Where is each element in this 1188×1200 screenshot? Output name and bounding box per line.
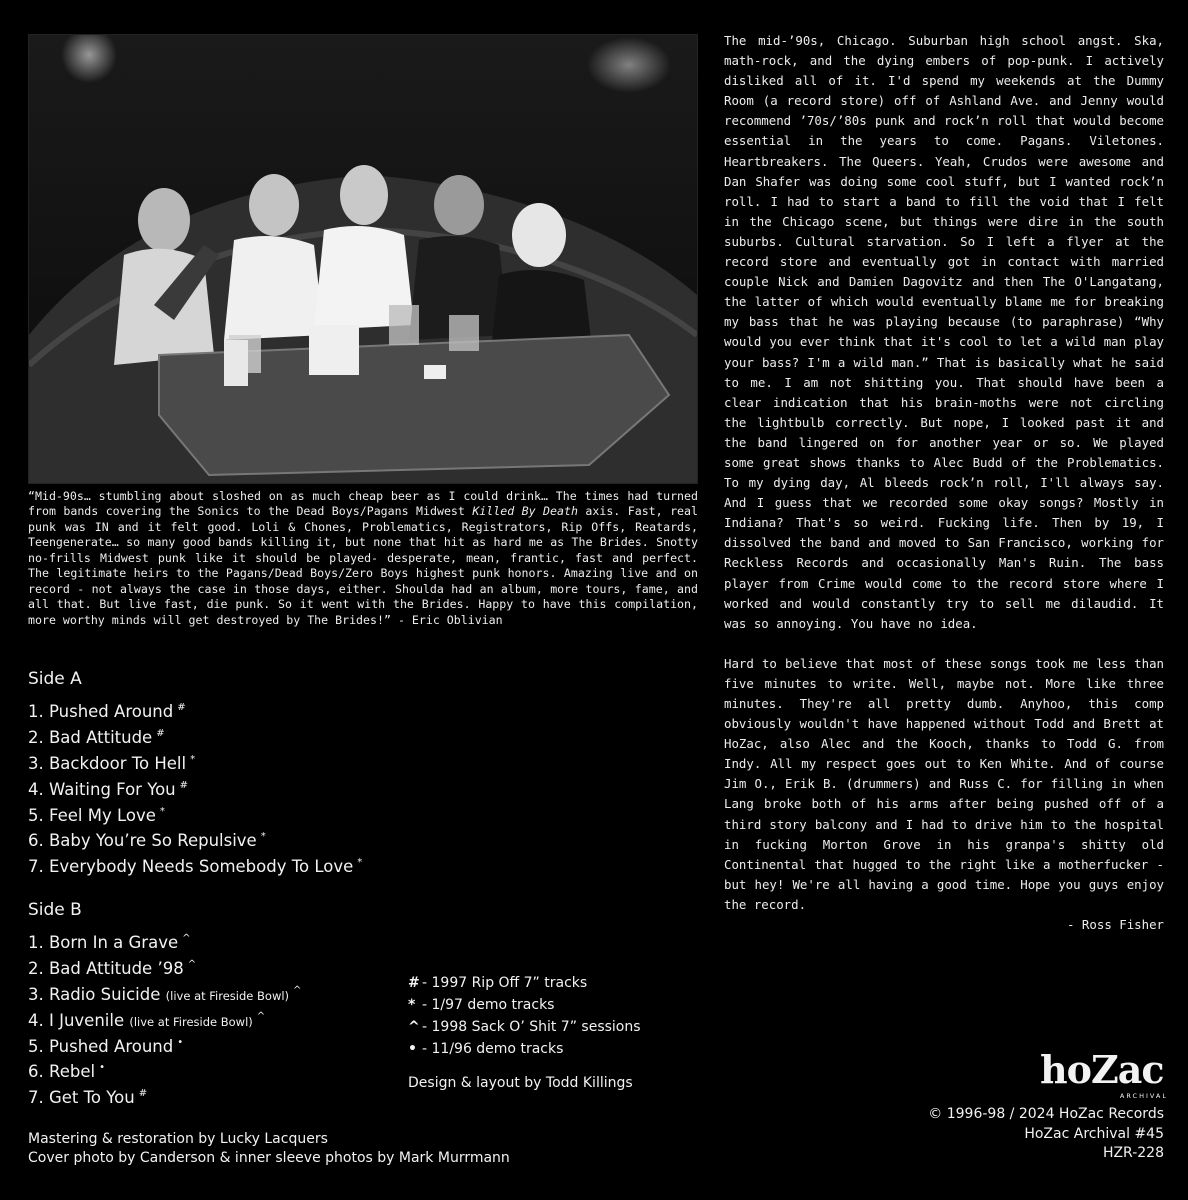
track-item: 4. I Juvenile (live at Fireside Bowl) ^ [28,1010,266,1030]
photo-credit: Cover photo by Canderson & inner sleeve photos by Mark Murrmann [28,1150,510,1166]
track-item: 3. Radio Suicide (live at Fireside Bowl) ^ [28,984,302,1004]
liner-notes-paragraph-1: The mid-’90s, Chicago. Suburban high school angst. Ska, math-rock, and the dying embers of pop-punk. I actively disliked all of it. I'd spend my weekends at the Dummy Room (a record store) off of Ashland Ave. and Jenny would recommend ’70s/’80s punk and rock’n roll that would become essential in the years to come. Pagans. Viletones. Heartbreakers. The Queers. Yeah, Crudos were awesome and Dan Shafer was doing some cool stuff, but I wanted rock’n roll. I had to start a band to fill the void that I felt in the Chicago scene, but things were dire in the south suburbs. Cultural starvation. So I left a flyer at the record store and eventually got in contact with married couple Nick and Damien Dagovitz and then The O'Langatang, the latter of which would eventually blame me for breaking my bass that he was playing because (to paraphrase) “Why would you ever think that it's cool to let a wild man play your bass? I'm a wild man.” That is basically what he said to me. I am not shitting you. That should have been a clear indication that his brain-moths were not circling the lightbulb correctly. But nope, I looked past it and the band lingered on for another year or so. We played some great shows thanks to Alec Budd of the Problematics. To my dying day, Al bleeds rock’n roll, I'll always say. And I guess that we recorded some okay songs? Mostly in Indiana? That's so weird. Fucking life. Then by 19, I dissolved the band and moved to San Francisco, working for Reckless Records and occasionally Man's Ruin. The bass player from Crime would come to the record store where I worked and would constantly try to sell me dilaudid. It was so annoying. You have no idea. [724,33,1164,631]
liner-notes [724,31,1164,935]
track-item: 3. Backdoor To Hell * [28,753,196,773]
track-item: 6. Rebel • [28,1062,105,1082]
side-a-label: Side A [28,669,82,689]
track-item: 5. Pushed Around • [28,1036,184,1056]
side-a-tracklist [28,669,362,876]
track-item: 1. Pushed Around # [28,702,186,721]
photo-quote-caption [28,489,698,628]
legend-item: * - 1/97 demo tracks [408,997,555,1013]
hozac-archival-logo [1040,1048,1170,1104]
side-b-tracklist [28,900,301,1107]
band-photo [28,34,698,484]
track-item: 6. Baby You’re So Repulsive * [28,831,266,851]
copyright: © 1996-98 / 2024 HoZac Records [928,1106,1164,1122]
track-item: 5. Feel My Love * [28,805,165,825]
side-b-label: Side B [28,900,82,920]
track-item: 2. Bad Attitude ’98 ^ [28,958,197,978]
quote-text-2: axis. Fast, real punk was IN and it felt good. Loli & Chones, Problematics, Registrators, Rip Offs, Reatards, Teengenerate… so many good bands killing it, but none that hit as hard me as The Brides. Snotty no-frills Midwest punk like it should be played- desperate, mean, frantic, fast and perfect. The legitimate heirs to the Pagans/Dead Boys/Zero Boys highest punk honors. Amazing live and on record - not always the case in those days, either. Shoulda had an album, more tours, fame, and all that. But live fast, die punk. So it went with the Brides. Happy to have this compilation, more worthy minds will get destroyed by The Brides!” - Eric Oblivian [28,504,698,627]
legend-item: • - 11/96 demo tracks [408,1041,564,1057]
track-legend [408,972,641,1060]
track-item: 2. Bad Attitude # [28,727,165,747]
quote-text-1: “Mid-90s… stumbling about sloshed on as much cheap beer as I could drink… The times had turned from bands covering the Sonics to the Dead Boys/Pagans Midwest [28,489,698,519]
production-credits [28,1130,510,1168]
quote-italic-title: Killed By Death [472,504,578,519]
catalog-number: HZR-228 [1102,1145,1164,1161]
legend-item: ^ - 1998 Sack O’ Shit 7” sessions [408,1019,641,1035]
legend-item: # - 1997 Rip Off 7” tracks [408,975,588,991]
mastering-credit: Mastering & restoration by Lucky Lacquers [28,1131,328,1147]
logo-wordmark: hoZac [1040,1047,1164,1092]
series-number: HoZac Archival #45 [1024,1125,1164,1142]
track-item: 1. Born In a Grave ^ [28,933,191,952]
label-info [928,1105,1164,1164]
logo-subtitle: ARCHIVAL [1119,1092,1168,1100]
liner-notes-signature: - Ross Fisher [1067,917,1164,933]
design-credit: Design & layout by Todd Killings [408,1075,633,1091]
track-item: 7. Everybody Needs Somebody To Love * [28,857,363,877]
track-item: 4. Waiting For You # [28,779,189,799]
liner-notes-paragraph-2: Hard to believe that most of these songs took me less than five minutes to write. Well, maybe not. More like three minutes. They're all pretty dumb. Anyhoo, this comp obviously wouldn't have happened without Todd and Brett at HoZac, also Alec and the Kooch, thanks to Todd G. from Indy. All my respect goes out to Ken White. And of course Jim O., Erik B. (drummers) and Russ C. for filling in when Lang broke both of his arms after being pushed off of a third story balcony and I had to drive him to the hospital in fucking Morton Grove in his granpa's shitty old Continental that hugged to the right like a motherfucker - but hey! We're all having a good time. Hope you guys enjoy the record. [724,655,1164,912]
track-item: 7. Get To You # [28,1088,148,1108]
